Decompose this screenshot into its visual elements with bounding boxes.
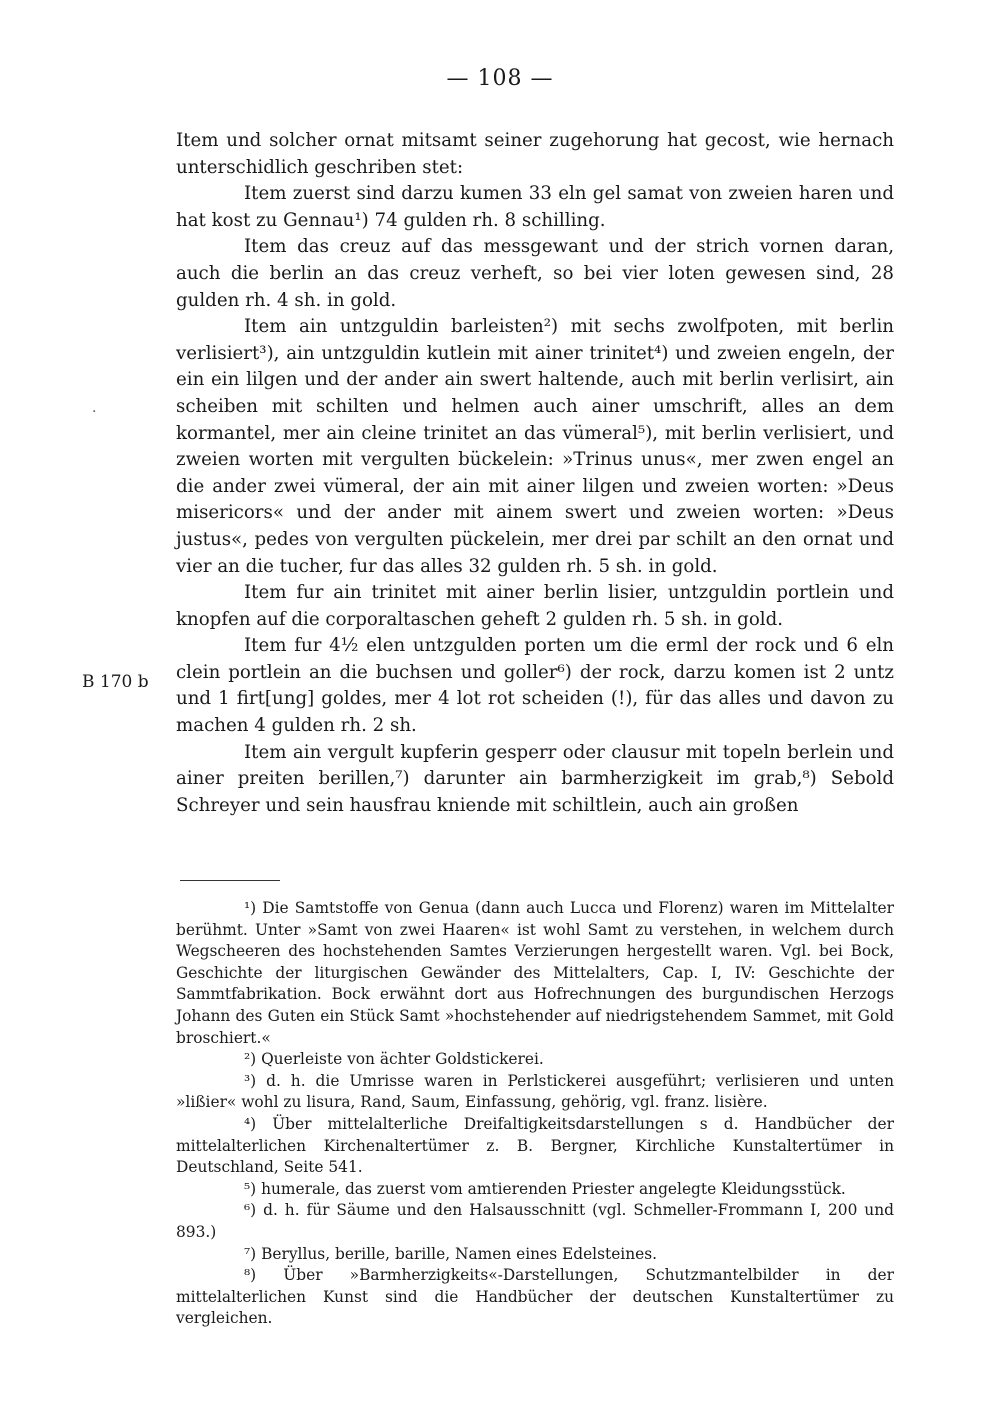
paragraph: Item und solcher ornat mitsamt seiner zugehorung hat gecost, wie hernach unterschidlich geschriben stet: <box>176 130 894 178</box>
footnote: ⁷) Beryllus, berille, barille, Namen eines Edelsteines. <box>244 1244 658 1263</box>
paragraph: Item zuerst sind darzu kumen 33 eln gel samat von zweien haren und hat kost zu Gennau¹) 74 gulden rh. 8 schilling. <box>176 183 894 231</box>
footnote-rule <box>180 880 280 881</box>
footnote: ⁶) d. h. für Säume und den Halsausschnitt (vgl. Schmeller-Frommann I, 200 und 893.) <box>176 1201 894 1241</box>
paragraph: Item fur ain trinitet mit ainer berlin lisier, untzguldin portlein und knopfen auf die corporaltaschen geheft 2 gulden rh. 5 sh. in gold. <box>176 582 894 630</box>
footnote: ²) Querleiste von ächter Goldstickerei. <box>244 1050 544 1069</box>
paragraph: Item fur 4½ elen untzgulden porten um die erml der rock und 6 eln clein portlein an die buchsen und goller⁶) der rock, darzu komen ist 2 untz und 1 firt[ung] goldes, mer 4 lot rot scheiden (!), für das alles und davon zu machen 4 gulden rh. 2 sh. <box>176 635 894 737</box>
margin-dot: · <box>92 404 97 420</box>
margin-reference: B 170 b <box>82 672 149 692</box>
footnotes <box>176 898 894 1330</box>
footnote: ¹) Die Samtstoffe von Genua (dann auch Lucca und Florenz) waren im Mittelalter berühmt. Unter »Samt von zwei Haaren« ist wohl Samt zu verstehen, in welchem durch Wegscheeren des hochstehenden Samtes Verzierungen hergestellt waren. Vgl. bei Bock, Geschichte der liturgischen Gewänder des Mittelalters, Cap. I, IV: Geschichte der Sammtfabrikation. Bock erwähnt dort aus Hofrechnungen des burgundischen Herzogs Johann des Guten ein Stück Samt »hochstehender auf niedrigstehendem Sammet, mit Gold broschiert.« <box>176 899 894 1047</box>
paragraph: Item ain vergult kupferin gesperr oder clausur mit topeln berlein und ainer preiten berillen,⁷) darunter ain barmherzigkeit im grab,⁸) Sebold Schreyer und sein hausfrau kniende mit schiltlein, auch ain großen <box>176 741 894 816</box>
footnote: ³) d. h. die Umrisse waren in Perlstickerei ausgeführt; verlisieren und unten »lißier« wohl zu lisura, Rand, Saum, Einfassung, gehörig, vgl. franz. lisière. <box>176 1071 894 1112</box>
paragraph: Item ain untzguldin barleisten²) mit sechs zwolfpoten, mit berlin verlisiert³), ain untzguldin kutlein mit ainer trinitet⁴) und zweien engeln, der ein ein lilgen und der ander ain swert haltende, auch mit berlin verlisirt, ain scheiben mit schilten und helmen auch ainer umschrift, alles an dem kormantel, mer ain cleine trinitet an das vümeral⁵), mit berlin verlisiert, und zweien worten mit vergulten bückelein: »Trinus unus«, mer zwen engel an die ander zwei vümeral, der ain mit ainer lilgen und zweien worten: »Deus misericors« und der ander mit ainem swert und zweien worten: »Deus justus«, pedes von vergulten pückelein, mer drei par schilt an den ornat und vier an die tucher, fur das alles 32 gulden rh. 5 sh. in gold. <box>176 316 894 577</box>
footnote: ⁵) humerale, das zuerst vom amtierenden Priester angelegte Kleidungsstück. <box>244 1179 846 1198</box>
footnote: ⁴) Über mittelalterliche Dreifaltigkeitsdarstellungen s d. Handbücher der mittelalterlichen Kirchenaltertümer z. B. Bergner, Kirchliche Kunstaltertümer in Deutschland, Seite 541. <box>176 1114 894 1177</box>
page-number: — 108 — <box>446 66 554 91</box>
paragraph: Item das creuz auf das messgewant und der strich vornen daran, auch die berlin an das creuz verheft, so bei vier loten gewesen sind, 28 gulden rh. 4 sh. in gold. <box>176 236 894 311</box>
body-text <box>176 128 894 819</box>
footnote: ⁸) Über »Barmherzigkeits«-Darstellungen, Schutzmantelbilder in der mittelalterlichen Kunst sind die Handbücher der deutschen Kunstaltertümer zu vergleichen. <box>176 1266 894 1328</box>
